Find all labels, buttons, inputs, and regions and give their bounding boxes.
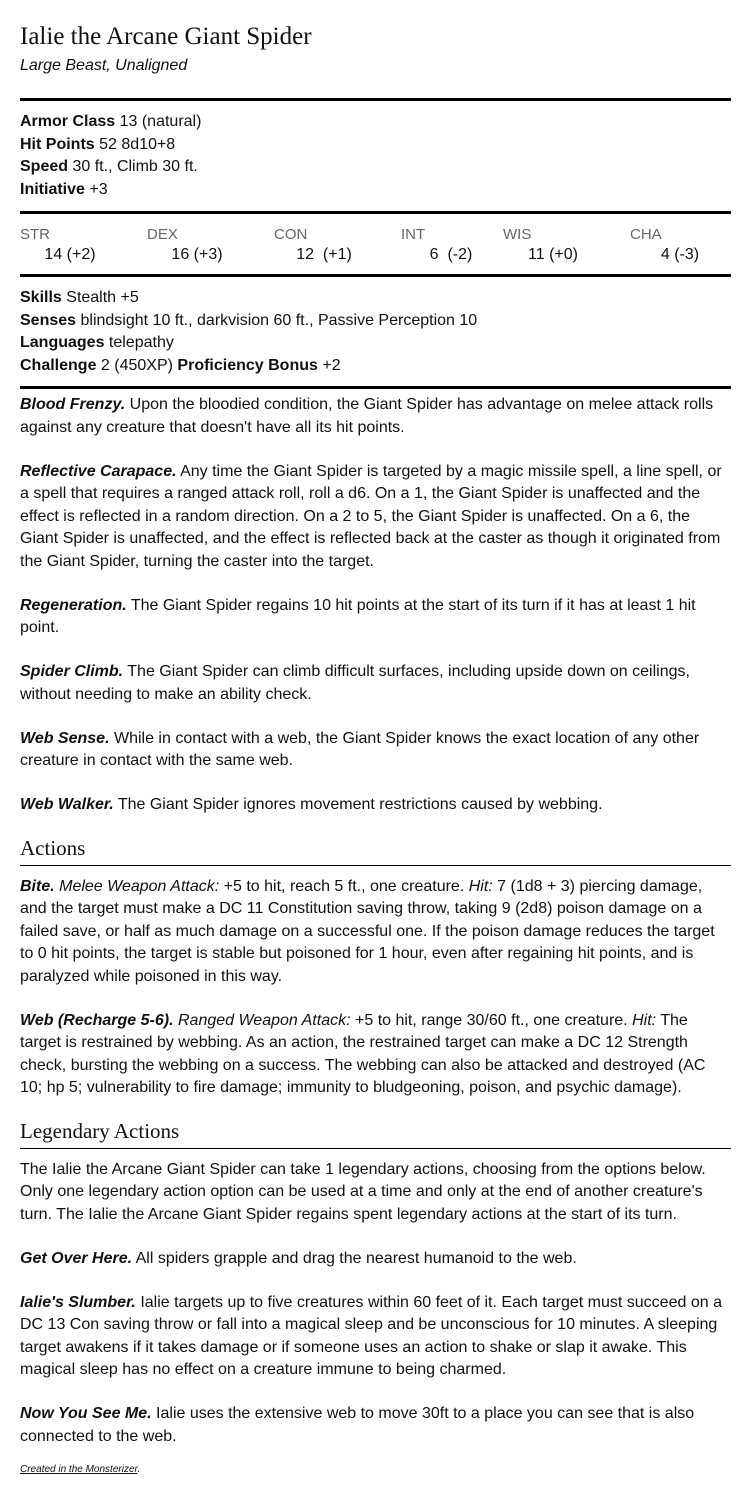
challenge — [20, 355, 731, 378]
trait-text: Any time the Giant Spider is targeted by a magic missile spell, a line spell, or a spell that requires a ranged attack roll, roll a d6. On a 1, the Giant Spider is unaffected and the effect is reflected in a random direction. On a 2 to 5, the Giant Spider is unaffected. On a 6, the Giant Spider is unaffected, and the effect is reflected back at the caster as though it originated from the Giant Spider, turning the caster into the target. — [20, 462, 722, 570]
senses-value: blindsight 10 ft., darkvision 60 ft., Passive Perception 10 — [80, 311, 478, 329]
skills-value: Stealth +5 — [66, 289, 139, 306]
legendary-actions-heading: Legendary Actions — [20, 1114, 731, 1149]
trait-name: Spider Climb. — [20, 663, 124, 680]
armor-class-value: 13 (natural) — [119, 113, 202, 130]
initiative-value: +3 — [89, 180, 108, 198]
hit-points-label: Hit Points — [20, 135, 95, 153]
trait-list — [20, 389, 731, 817]
hit-label: Hit: — [468, 877, 493, 895]
legendary-name: Now You See Me. — [20, 1405, 152, 1422]
footer-suffix: . — [137, 1464, 141, 1475]
attack-type: Melee Weapon Attack: — [59, 877, 220, 895]
secondary-properties — [20, 277, 731, 386]
attack-text: +5 to hit, range 30/60 ft., one creature. — [355, 1011, 628, 1029]
trait-web-sense — [20, 728, 731, 773]
legendary-now-you-see-me — [20, 1403, 731, 1448]
hit-points-value: 52 8d10+8 — [99, 135, 176, 153]
legendary-text: All spiders grapple and drag the nearest humanoid to the web. — [135, 1249, 577, 1267]
core-properties — [20, 101, 731, 211]
initiative — [20, 179, 731, 202]
speed — [20, 156, 731, 179]
ability-value: 11 (+0) — [528, 246, 578, 263]
actions-heading: Actions — [20, 831, 731, 866]
action-name: Web (Recharge 5-6). — [20, 1011, 174, 1029]
trait-text: Upon the bloodied condition, the Giant Spider has advantage on melee attack rolls against any creature that doesn't have all its hit points. — [20, 396, 714, 436]
trait-name: Blood Frenzy. — [20, 396, 126, 413]
ability-value: 4 (-3) — [660, 246, 700, 263]
legendary-name: Get Over Here. — [20, 1249, 133, 1267]
ability-cha — [630, 226, 720, 266]
trait-regeneration — [20, 595, 731, 640]
legendary-action-list — [20, 1159, 731, 1449]
attack-text: +5 to hit, reach 5 ft., one creature. — [223, 877, 465, 895]
skills — [20, 287, 731, 310]
armor-class — [20, 111, 731, 134]
initiative-label: Initiative — [20, 180, 85, 198]
challenge-value: 2 (450XP) — [100, 356, 173, 374]
trait-text: The Giant Spider ignores movement restrictions caused by webbing. — [117, 796, 603, 813]
trait-name: Web Walker. — [20, 796, 114, 813]
attack-type: Ranged Weapon Attack: — [177, 1011, 351, 1029]
hit-points — [20, 134, 731, 157]
legendary-name: Ialie's Slumber. — [20, 1293, 136, 1311]
ability-value: 12 (+1) — [296, 246, 352, 263]
ability-label: CON — [274, 226, 308, 243]
ability-value: 16 (+3) — [171, 246, 223, 263]
hit-text: The target is restrained by webbing. As an action, the restrained target can make a DC 12 Strength check, bursting the webbing on a success. The webbing can also be attacked and destroyed (AC 10; hp 5; vulnerability to fire damage; immunity to bludgeoning, poison, and psychic damage). — [20, 1011, 706, 1096]
legendary-ialies-slumber — [20, 1292, 731, 1382]
ability-value: 14 (+2) — [44, 246, 96, 263]
speed-value: 30 ft., Climb 30 ft. — [72, 158, 198, 175]
legendary-get-over-here — [20, 1248, 731, 1271]
languages-value: telepathy — [108, 334, 174, 351]
ability-label: STR — [20, 226, 50, 243]
trait-text: The Giant Spider can climb difficult surfaces, including upside down on ceilings, without needing to make an ability check. — [20, 663, 690, 703]
ability-label: CHA — [630, 226, 662, 243]
legendary-text: Ialie uses the extensive web to move 30ft to a place you can see that is also connected to the web. — [20, 1405, 695, 1445]
monster-type-line: Large Beast, Unaligned — [20, 57, 188, 74]
ability-dex — [147, 226, 274, 266]
trait-name: Web Sense. — [20, 729, 110, 747]
ability-int — [401, 226, 503, 266]
ability-value: 6 (-2) — [429, 246, 473, 263]
trait-text: The Giant Spider regains 10 hit points at the start of its turn if it has at least 1 hit point. — [20, 596, 696, 636]
ability-con — [274, 226, 401, 266]
ability-wis — [503, 226, 630, 266]
armor-class-label: Armor Class — [20, 113, 116, 130]
ability-label: INT — [401, 226, 426, 243]
trait-web-walker — [20, 794, 731, 817]
hit-label: Hit: — [632, 1011, 657, 1029]
proficiency-value: +2 — [322, 356, 341, 374]
languages — [20, 332, 731, 355]
trait-blood-frenzy — [20, 394, 731, 439]
ability-label: DEX — [147, 226, 178, 243]
trait-spider-climb — [20, 661, 731, 706]
speed-label: Speed — [20, 158, 69, 175]
hit-text: 7 (1d8 + 3) piercing damage, and the target must make a DC 11 Constitution saving throw, taking 9 (2d8) poison damage on a failed save, or half as much damage on a successful one. If the poison damage reduces the target to 0 hit points, the target is stable but poisoned for 1 hour, even after regaining hit points, and is paralyzed while poisoned in this way. — [20, 877, 715, 985]
challenge-label: Challenge — [20, 356, 97, 374]
trait-name: Regeneration. — [20, 596, 127, 614]
footer — [20, 1462, 731, 1475]
languages-label: Languages — [20, 334, 105, 351]
monster-name: Ialie the Arcane Giant Spider — [20, 23, 312, 50]
action-web — [20, 1010, 731, 1100]
legendary-intro: The Ialie the Arcane Giant Spider can take 1 legendary actions, choosing from the options below. Only one legendary action option can be used at a time and only at the end of another creature's turn. The Ialie the Arcane Giant Spider regains spent legendary actions at the start of its turn. — [20, 1160, 706, 1223]
senses-label: Senses — [20, 311, 77, 329]
action-list — [20, 876, 731, 1100]
trait-text: While in contact with a web, the Giant Spider knows the exact location of any other creature in contact with the same web. — [20, 729, 700, 769]
trait-name: Reflective Carapace. — [20, 462, 177, 480]
ability-label: WIS — [503, 226, 532, 243]
action-bite — [20, 876, 731, 989]
ability-str — [20, 226, 147, 266]
skills-label: Skills — [20, 289, 62, 306]
proficiency-label: Proficiency Bonus — [177, 356, 318, 374]
trait-reflective-carapace — [20, 461, 731, 574]
senses — [20, 310, 731, 333]
legendary-text: Ialie targets up to five creatures within 60 feet of it. Each target must succeed on a DC 13 Con saving throw or fall into a magical sleep and be unconscious for 10 minutes. A sleeping target awakens if it takes damage or if someone uses an action to shake or slap it awake. This magical sleep has no effect on a creature immune to being charmed. — [20, 1293, 722, 1378]
action-name: Bite. — [20, 877, 55, 895]
ability-scores — [20, 214, 731, 274]
monsterizer-link[interactable]: Created in the Monsterizer — [20, 1464, 138, 1475]
